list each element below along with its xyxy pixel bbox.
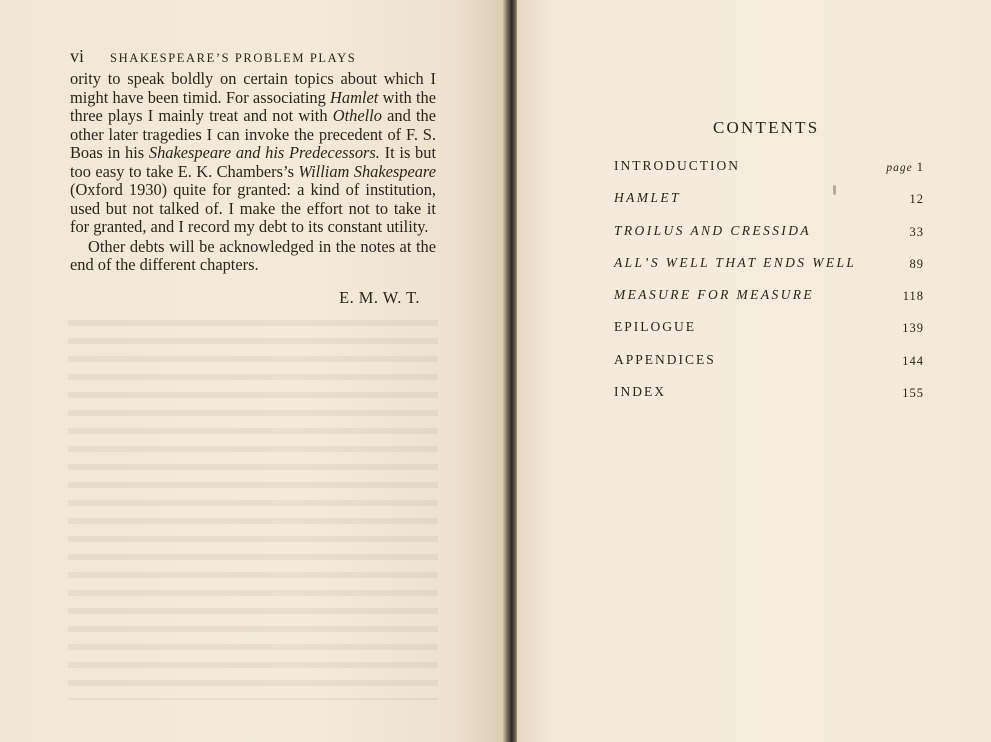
toc-page: page 1 (886, 160, 924, 174)
toc-entry: HAMLET (614, 190, 681, 206)
toc-entry: ALL’S WELL THAT ENDS WELL (614, 254, 857, 270)
toc-entry: TROILUS AND CRESSIDA (614, 222, 812, 238)
paragraph-1: ority to speak boldly on certain topics about which I might have been timid. For associating Hamlet with the three plays I mainly treat and not with Othello and the other later tragedies I can invoke the precedent of F. S. Boas in his Shakespeare and his Predecessors. It is but too easy to take E. K. Chambers’s William Shakespeare (Oxford 1930) quite for granted: a kind of institution, used but not talked of. I make the effort not to take it for granted, and I record my debt to its constant utility. (70, 69, 436, 236)
toc-row-appendices (614, 352, 924, 384)
toc-page: 139 (902, 321, 924, 336)
toc-entry: INTRODUCTION (614, 158, 740, 173)
toc-row-index (614, 384, 924, 416)
toc-page: 118 (902, 289, 924, 304)
toc-row-hamlet (614, 190, 924, 222)
table-of-contents (614, 158, 924, 416)
running-head (70, 46, 440, 67)
page-word: page (886, 162, 913, 174)
toc-entry: INDEX (614, 384, 666, 400)
right-page (517, 0, 991, 742)
toc-row-introduction (614, 158, 924, 190)
toc-row-troilus (614, 223, 924, 255)
toc-entry: MEASURE FOR MEASURE (614, 287, 815, 303)
contents-title: CONTENTS (713, 118, 820, 137)
toc-page: 144 (902, 353, 924, 368)
toc-page: 12 (909, 192, 924, 207)
body-text (70, 70, 436, 275)
folio: vi (70, 46, 85, 66)
show-through-texture (68, 320, 438, 700)
running-head-title: SHAKESPEARE’S PROBLEM PLAYS (110, 51, 357, 65)
toc-row-epilogue (614, 319, 924, 351)
toc-page: 89 (909, 256, 924, 271)
toc-row-alls-well (614, 255, 924, 287)
paragraph-2: Other debts will be acknowledged in the notes at the end of the different chapters. (70, 236, 436, 274)
toc-row-measure (614, 287, 924, 319)
toc-page: 155 (902, 386, 924, 401)
toc-page: 33 (909, 224, 924, 239)
toc-entry: EPILOGUE (614, 319, 696, 335)
signature: E. M. W. T. (339, 288, 420, 307)
toc-entry: APPENDICES (614, 351, 716, 367)
